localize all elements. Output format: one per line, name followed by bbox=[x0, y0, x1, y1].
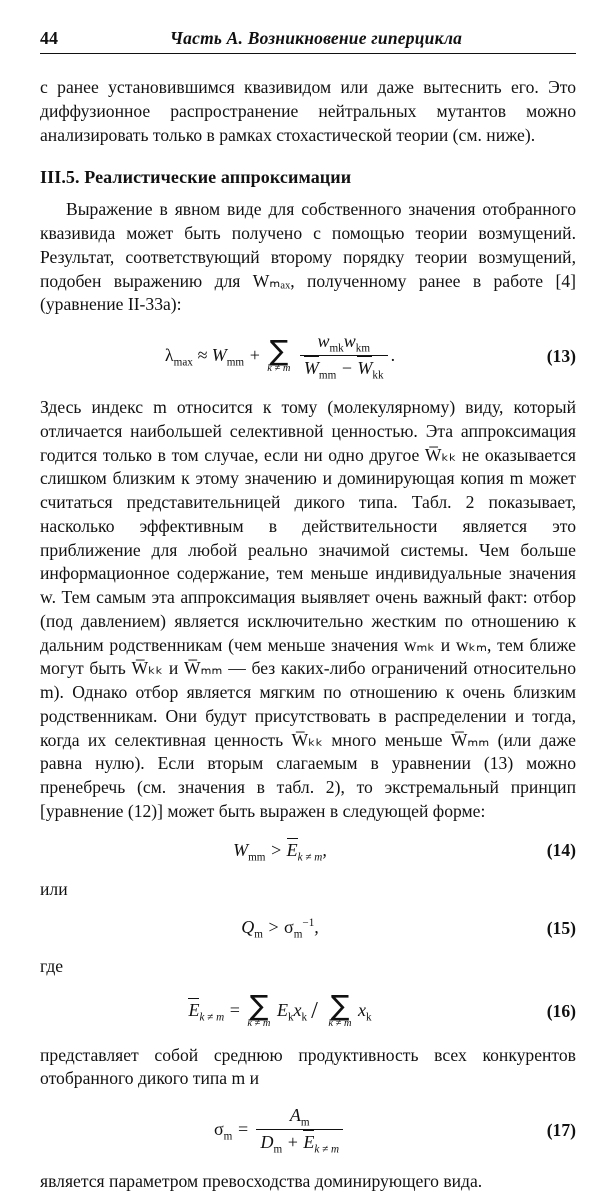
summation-symbol: ∑ k ≠ m bbox=[267, 334, 291, 375]
equation-15-number: (15) bbox=[546, 917, 576, 938]
equation-16-sum2-limit: k ≠ m bbox=[328, 1018, 352, 1030]
summation-symbol-1: ∑ k ≠ m bbox=[247, 989, 271, 1030]
summation-symbol-2: ∑ k ≠ m bbox=[328, 989, 352, 1030]
section-heading: III.5. Реалистические аппроксимации bbox=[40, 167, 352, 188]
equation-15-expression: $Q_m > \sigma_m^{-1}$, bbox=[241, 916, 319, 941]
equation-17 bbox=[40, 1105, 576, 1156]
connector-where: где bbox=[40, 956, 64, 977]
page-number: 44 bbox=[40, 28, 58, 48]
equation-13 bbox=[40, 331, 576, 382]
equation-16-number: (16) bbox=[546, 1000, 576, 1021]
running-title: Часть А. Возникновение гиперцикла bbox=[169, 28, 463, 48]
connector-or: или bbox=[40, 878, 68, 899]
paragraph-5: является параметром превосходства доминирующего вида. bbox=[40, 1171, 483, 1192]
equation-16-sum1-limit: k ≠ m bbox=[247, 1018, 271, 1030]
equation-13-expression: $\lambda_{max} \approx W_{mm}$ + ∑ k ≠ m $\frac{w_{mk}w_{km}}{W_{mm} - W_{kk}}$ . bbox=[164, 331, 396, 382]
paragraph-1: с ранее установившимся квазивидом или даже вытеснить его. Это диффузионное распространение нейтральных мутантов можно анализировать только в рамках стохастической теории (см. ниже). bbox=[40, 77, 576, 145]
equation-15 bbox=[40, 915, 576, 941]
paragraph-3: Здесь индекс m относится к тому (молекулярному) виду, который отличается наибольшей селективной ценностью. Эта аппроксимация годится только в том случае, если ни одно другое W̅ₖₖ не оказывается слишком близким к этому значению и доминирующая копия m может считаться представительницей дикого типа. Табл. 2 показывает, насколько эффективным в действительности является это приближение для любой реально значимой системы. Чем больше информационное содержание, тем меньше индивидуальные значения w. Тем самым эта аппроксимация выявляет очень важный факт: отбор (под давлением) является исключительно жестким по отношению к дальним родственникам (чем меньше значения wₘₖ и wₖₘ, тем ближе могут быть W̅ₖₖ и W̅ₘₘ — без каких-либо ограничений относительно m). Однако отбор является мягким по отношению к очень близким родственникам. Они будут присутствовать в распределении и тогда, когда их селективная ценность W̅ₖₖ много меньше W̅ₘₘ (или даже равна нулю). Если вторым слагаемым в уравнении (13) можно пренебречь (см. значения в табл. 2), то экстремальный принцип [уравнение (12)] может быть выражен в следующей форме: bbox=[40, 397, 576, 821]
equation-14-number: (14) bbox=[546, 840, 576, 861]
page-header bbox=[40, 28, 576, 54]
paragraph-2: Выражение в явном виде для собственного значения отобранного квазивида может быть получено с помощью теории возмущений. Результат, соответствующий второму порядку теории возмущений, подобен выражению для Wₘₐₓ, полученному ранее в работе [4] (уравнение II-33а): bbox=[40, 199, 576, 315]
equation-14-expression: $W_{mm} > E_{k \ne m}$, bbox=[233, 839, 327, 864]
equation-13-fraction: $\frac{w_{mk}w_{km}}{W_{mm} - W_{kk}}$ bbox=[300, 331, 388, 382]
equation-17-fraction: $\frac{A_m}{D_m + E_{k \ne m}}$ bbox=[256, 1105, 343, 1156]
equation-13-sum-limit: k ≠ m bbox=[267, 363, 291, 375]
equation-13-number: (13) bbox=[546, 346, 576, 367]
equation-16-expression: $E_{k \ne m}$ = ∑ k ≠ m $E_kx_k$ / ∑ k ≠ m $x_k$ bbox=[188, 989, 372, 1030]
paragraph-4: представляет собой среднюю продуктивность всех конкурентов отобранного дикого типа m и bbox=[40, 1044, 576, 1089]
equation-16 bbox=[40, 989, 576, 1030]
equation-17-expression: $\sigma_m$ = $\frac{A_m}{D_m + E_{k \ne m}}$ bbox=[214, 1119, 346, 1139]
equation-17-number: (17) bbox=[546, 1120, 576, 1141]
equation-14 bbox=[40, 838, 576, 864]
